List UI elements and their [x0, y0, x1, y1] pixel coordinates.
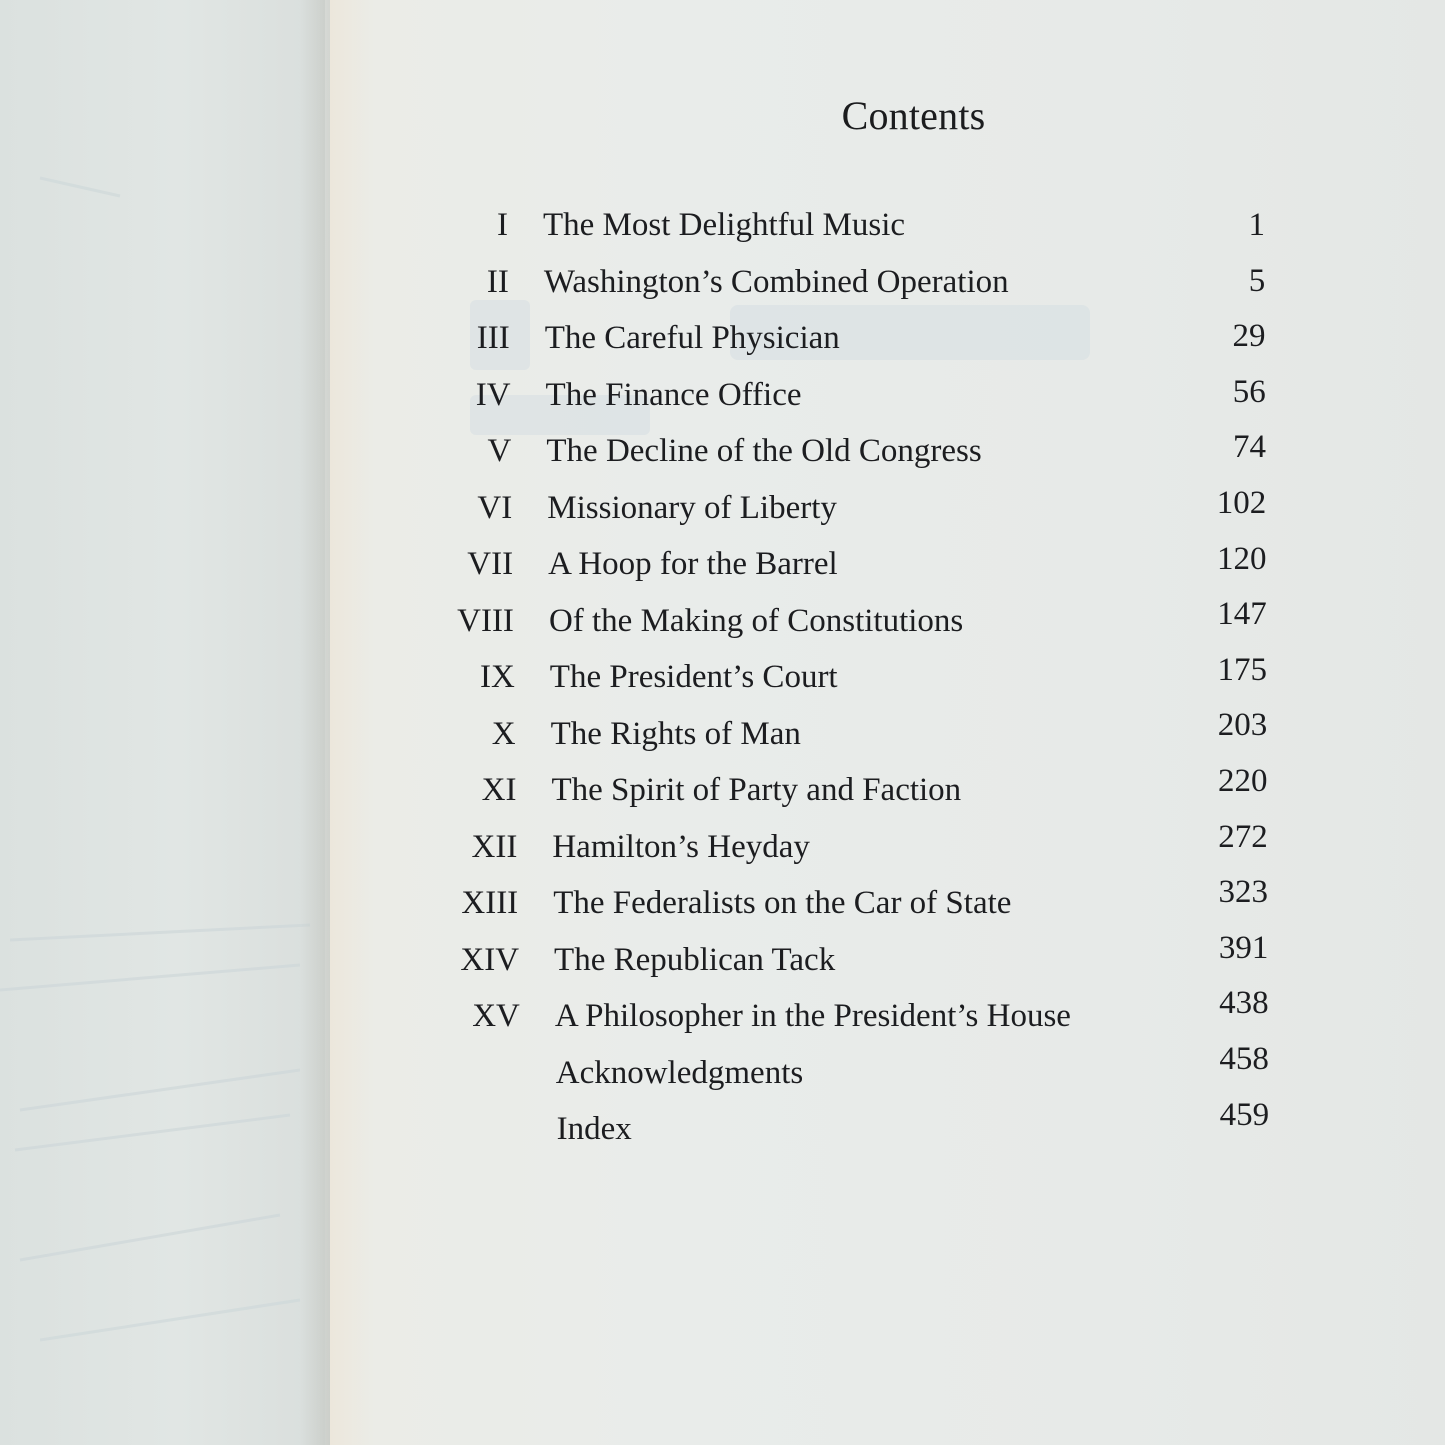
chapter-numeral: II [486, 263, 509, 300]
page-number: 56 [1232, 373, 1266, 410]
page-number: 391 [1218, 929, 1269, 966]
toc-entry [330, 763, 1445, 810]
contents-page [330, 0, 1445, 1445]
toc-entry [330, 1096, 1445, 1149]
page-number: 175 [1217, 651, 1268, 688]
chapter-numeral: XIII [461, 885, 519, 921]
toc-entry [330, 874, 1445, 923]
page-number: 120 [1217, 540, 1267, 577]
page-number: 203 [1217, 707, 1268, 744]
chapter-numeral: VII [467, 546, 514, 582]
chapter-title: The Rights of Man [550, 715, 801, 752]
toc-entry [330, 1041, 1445, 1093]
page-number: 74 [1233, 429, 1267, 466]
page-number: 272 [1218, 818, 1268, 855]
page-number: 459 [1219, 1096, 1270, 1133]
toc-entry [330, 929, 1445, 980]
chapter-title: The Federalists on the Car of State [553, 885, 1012, 921]
toc-entry [330, 707, 1445, 754]
chapter-numeral: I [497, 207, 508, 243]
toc-entry [330, 375, 1445, 415]
chapter-title: The Finance Office [545, 376, 802, 413]
chapter-title: The Spirit of Party and Faction [551, 772, 962, 808]
toc-entry [330, 205, 1445, 245]
chapter-numeral: VI [477, 489, 513, 526]
page-number: 220 [1218, 763, 1268, 799]
chapter-numeral: IV [475, 376, 511, 413]
chapter-title: A Philosopher in the President’s House [554, 998, 1071, 1034]
chapter-title: The President’s Court [549, 659, 838, 695]
toc-entry [330, 596, 1445, 641]
page-number: 147 [1217, 596, 1267, 633]
chapter-title: The Decline of the Old Congress [546, 433, 982, 469]
chapter-title: Missionary of Liberty [547, 489, 837, 526]
toc-entry [330, 985, 1445, 1036]
toc-entry [330, 651, 1445, 697]
chapter-numeral: III [476, 320, 510, 356]
chapter-numeral: VIII [457, 602, 514, 639]
chapter-title: Of the Making of Constitutions [548, 602, 964, 639]
left-page-bleed [0, 0, 325, 1445]
page-title: Contents [841, 93, 986, 138]
chapter-title: Acknowledgments [555, 1054, 804, 1091]
page-number: 5 [1248, 262, 1266, 299]
toc-entry [330, 818, 1445, 867]
left-page [0, 0, 325, 1445]
chapter-numeral: XII [471, 828, 518, 865]
page-number: 438 [1219, 985, 1269, 1022]
page-number: 1 [1248, 207, 1265, 243]
chapter-title: The Careful Physician [544, 320, 840, 356]
page-number: 323 [1218, 874, 1269, 911]
toc-entry [330, 485, 1445, 528]
toc-entry [330, 318, 1445, 358]
page-number: 102 [1216, 485, 1267, 521]
chapter-numeral: IX [479, 659, 515, 695]
table-of-contents [330, 0, 1445, 1445]
chapter-numeral: V [487, 433, 512, 469]
page-number: 458 [1219, 1041, 1269, 1077]
chapter-numeral: XI [481, 772, 517, 808]
chapter-title: The Most Delightful Music [543, 207, 906, 243]
chapter-numeral: X [491, 715, 516, 752]
chapter-title: Index [556, 1111, 632, 1147]
page-number: 29 [1232, 318, 1266, 355]
chapter-title: The Republican Tack [554, 941, 836, 978]
toc-entry [330, 262, 1445, 302]
chapter-numeral: XIV [460, 941, 520, 978]
toc-entry [330, 431, 1445, 471]
chapter-numeral: XV [472, 998, 520, 1034]
toc-entry [330, 540, 1445, 584]
chapter-title: A Hoop for the Barrel [548, 546, 838, 582]
chapter-title: Hamilton’s Heyday [552, 828, 810, 865]
chapter-title: Washington’s Combined Operation [543, 263, 1009, 300]
